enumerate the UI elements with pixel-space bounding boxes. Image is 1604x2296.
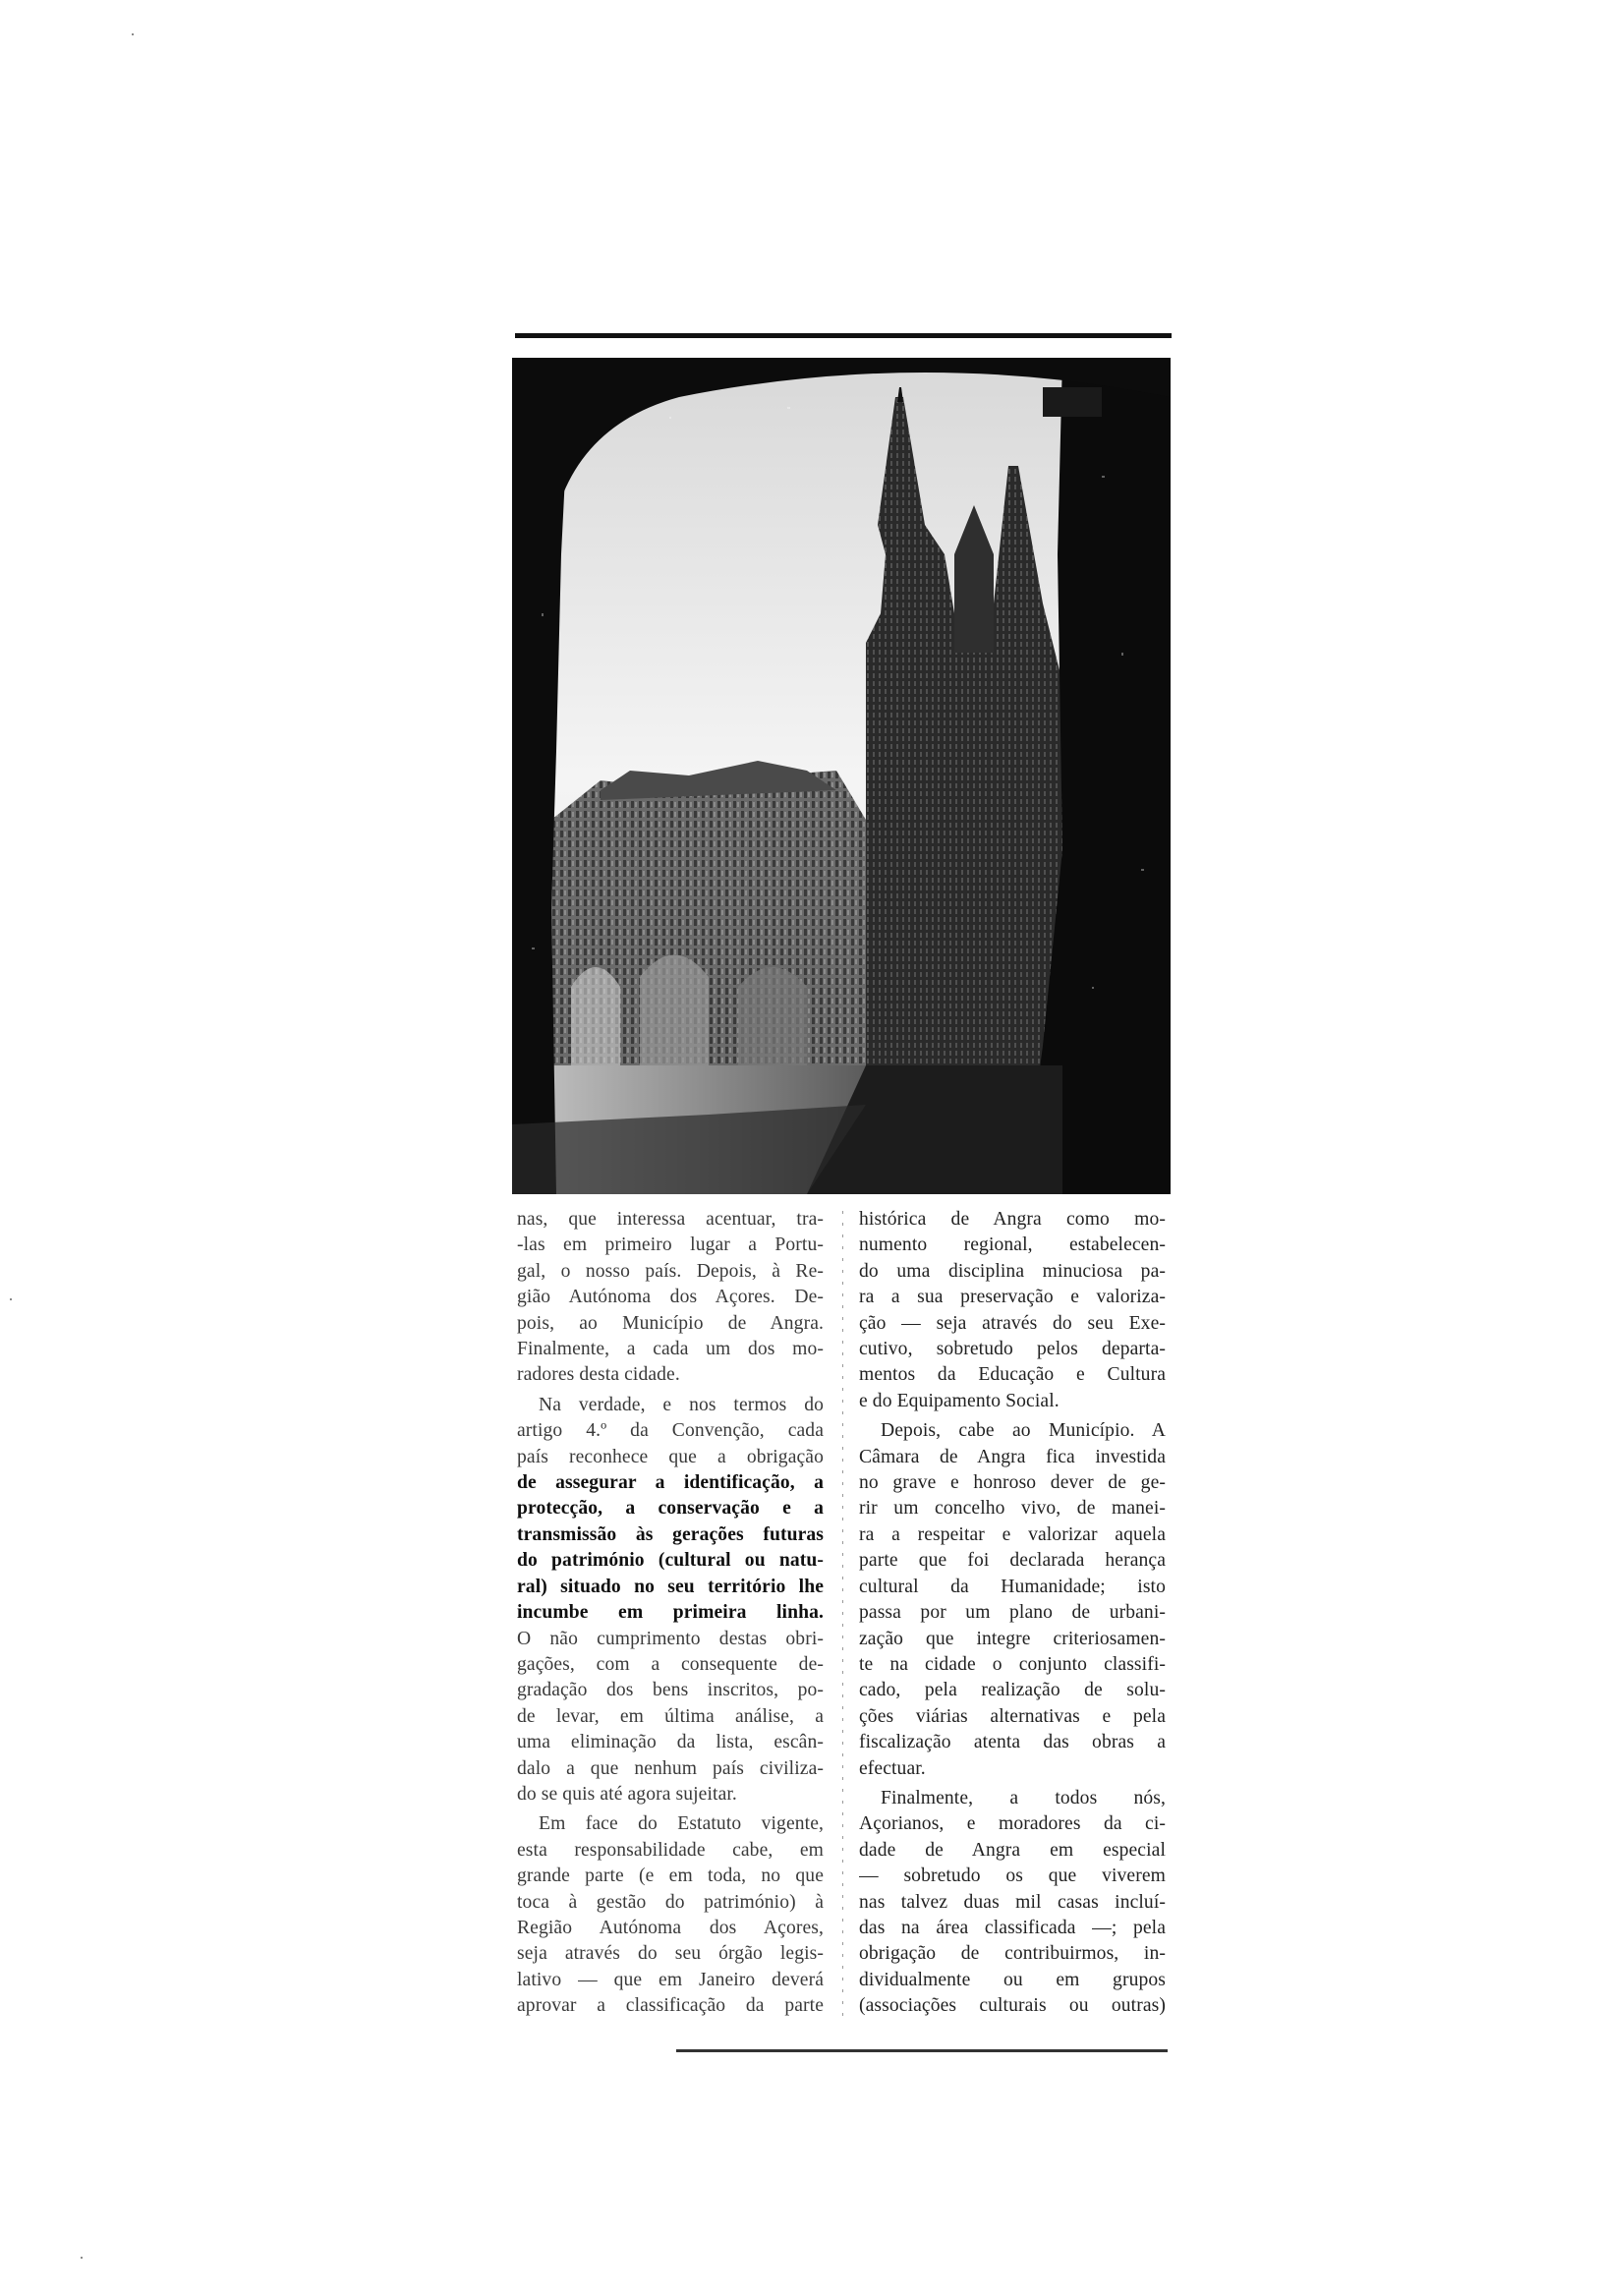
text-line: parte que foi declarada herança — [859, 1550, 1166, 1572]
text-line: gião Autónoma dos Açores. De- — [517, 1287, 824, 1308]
bottom-rule — [676, 2049, 1168, 2052]
arch-capital — [1043, 387, 1102, 417]
text-line: passa por um plano de urbani- — [859, 1602, 1166, 1624]
text-line: zação que integre criteriosamen- — [859, 1628, 1166, 1649]
text-line: cutivo, sobretudo pelos departa- — [859, 1339, 1166, 1360]
text-line: de levar, em última análise, a — [517, 1705, 824, 1727]
text-line: ra a respeitar e valorizar aquela — [859, 1523, 1166, 1545]
text-line: pois, ao Município de Angra. — [517, 1312, 824, 1334]
text-line: e do Equipamento Social. — [859, 1390, 1060, 1411]
text-line: do património (cultural ou natu- — [517, 1550, 824, 1572]
text-line: rir um concelho vivo, de manei- — [859, 1498, 1166, 1520]
scan-mark — [81, 2257, 83, 2259]
text-line: país reconhece que a obrigação — [517, 1446, 824, 1467]
text-line: dade de Angra em especial — [859, 1839, 1166, 1861]
text-line: (associações culturais ou outras) — [859, 1995, 1166, 2017]
text-line: cado, pela realização de solu- — [859, 1680, 1166, 1701]
scan-mark — [10, 1298, 12, 1300]
text-line: ção — seja através do seu Exe- — [859, 1312, 1166, 1334]
text-line: nas talvez duas mil casas incluí- — [859, 1891, 1166, 1913]
text-line: toca à gestão do património) à — [517, 1891, 824, 1913]
text-line: gradação dos bens inscritos, po- — [517, 1680, 824, 1701]
text-line: O não cumprimento destas obri- — [517, 1628, 824, 1649]
top-rule — [515, 333, 1172, 338]
text-line: Finalmente, a todos nós, — [881, 1787, 1166, 1808]
text-line: lativo — que em Janeiro deverá — [517, 1969, 824, 1990]
facade-arch — [571, 967, 620, 1065]
text-line: radores desta cidade. — [517, 1364, 680, 1386]
text-line: das na área classificada —; pela — [859, 1917, 1166, 1938]
cathedral-photo-drawing — [512, 358, 1171, 1194]
text-line: cultural da Humanidade; isto — [859, 1576, 1166, 1597]
article-column-left — [517, 1207, 824, 2020]
text-line: aprovar a classificação da parte — [517, 1995, 824, 2017]
text-line: dalo a que nenhum país civiliza- — [517, 1757, 824, 1779]
text-line: do se quis até agora sujeitar. — [517, 1783, 737, 1805]
text-line: esta responsabilidade cabe, em — [517, 1839, 824, 1861]
scan-mark — [132, 33, 134, 35]
text-line: ções viárias alternativas e pela — [859, 1705, 1166, 1727]
text-line: Câmara de Angra fica investida — [859, 1446, 1166, 1467]
text-line: fiscalização atenta das obras a — [859, 1732, 1166, 1753]
text-line: protecção, a conservação e a — [517, 1498, 824, 1520]
text-line: grande parte (e em toda, no que — [517, 1866, 824, 1887]
text-line: Região Autónoma dos Açores, — [517, 1917, 824, 1938]
text-line: ral) situado no seu território lhe — [517, 1576, 824, 1597]
text-line: dividualmente ou em grupos — [859, 1969, 1166, 1990]
column-divider — [842, 1211, 843, 2017]
text-line: do uma disciplina minuciosa pa- — [859, 1260, 1166, 1282]
text-line: transmissão às gerações futuras — [517, 1523, 824, 1545]
text-line: te na cidade o conjunto classifi- — [859, 1653, 1166, 1675]
text-line: histórica de Angra como mo- — [859, 1209, 1166, 1230]
article-column-right — [859, 1207, 1166, 2020]
text-line: uma eliminação da lista, escân- — [517, 1732, 824, 1753]
facade-arch — [738, 967, 807, 1065]
text-line: -las em primeiro lugar a Portu- — [517, 1234, 824, 1256]
text-line: artigo 4.º da Convenção, cada — [517, 1420, 824, 1442]
text-line: mentos da Educação e Cultura — [859, 1364, 1166, 1386]
text-line: incumbe em primeira linha. — [517, 1602, 824, 1624]
text-line: numento regional, estabelecen- — [859, 1234, 1166, 1256]
text-line: de assegurar a identificação, a — [517, 1472, 824, 1494]
text-line: efectuar. — [859, 1757, 926, 1779]
facade-arch — [640, 955, 709, 1066]
text-line: Finalmente, a cada um dos mo- — [517, 1339, 824, 1360]
text-line: seja através do seu órgão legis- — [517, 1943, 824, 1965]
cathedral-photo — [512, 358, 1171, 1194]
text-line: no grave e honroso dever de ge- — [859, 1472, 1166, 1494]
text-line: Depois, cabe ao Município. A — [881, 1420, 1166, 1442]
text-line: ra a sua preservação e valoriza- — [859, 1287, 1166, 1308]
text-line: Em face do Estatuto vigente, — [539, 1813, 824, 1835]
text-line: gações, com a consequente de- — [517, 1653, 824, 1675]
text-line: Na verdade, e nos termos do — [539, 1394, 824, 1415]
text-line: — sobretudo os que viverem — [859, 1866, 1166, 1887]
text-line: Açorianos, e moradores da ci- — [859, 1813, 1166, 1835]
text-line: obrigação de contribuirmos, in- — [859, 1943, 1166, 1965]
text-line: nas, que interessa acentuar, tra- — [517, 1209, 824, 1230]
text-line: gal, o nosso país. Depois, à Re- — [517, 1260, 824, 1282]
